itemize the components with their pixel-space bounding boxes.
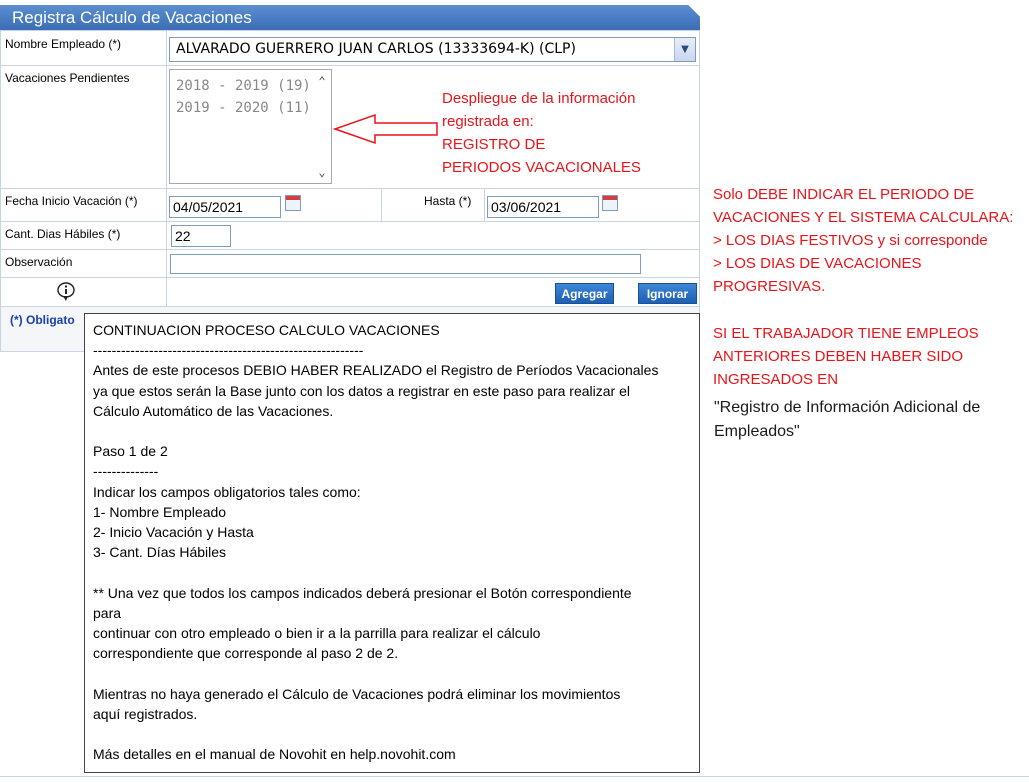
annotation-line: PERIODOS VACACIONALES — [442, 159, 641, 176]
annotation-line: INGRESADOS EN — [713, 371, 839, 388]
employee-label: Nombre Empleado (*) — [5, 37, 122, 51]
annotation-line: Despliegue de la información — [442, 90, 636, 107]
annotation-line: "Registro de Información Adicional de — [714, 399, 981, 416]
arrow-left-icon — [333, 113, 439, 145]
annotation-line: > LOS DIAS FESTIVOS y si corresponde — [713, 232, 988, 249]
arrow-annotation — [442, 87, 641, 179]
buttons-cell — [166, 277, 700, 307]
observation-input[interactable] — [170, 254, 641, 274]
annotation-line: > LOS DIAS DE VACACIONES — [713, 255, 922, 272]
annotation-line: Empleados" — [714, 423, 800, 440]
employee-select[interactable] — [169, 37, 696, 62]
annotation-line: ANTERIORES DEBEN HABER SIDO — [713, 348, 964, 365]
annotation-line: VACACIONES Y EL SISTEMA CALCULARA: — [713, 209, 1014, 226]
days-input[interactable]: 22 — [171, 225, 231, 247]
until-label: Hasta (*) — [424, 194, 472, 208]
pending-listbox[interactable] — [169, 69, 332, 184]
calendar-icon[interactable] — [602, 195, 618, 211]
info-bubble-icon[interactable] — [56, 282, 76, 302]
days-label: Cant. Dias Hábiles (*) — [5, 227, 121, 241]
collapse-corner-icon[interactable] — [688, 5, 700, 17]
side-quote — [714, 396, 980, 444]
ignore-button[interactable]: Ignorar — [638, 283, 697, 304]
end-date-input[interactable]: 03/06/2021 — [487, 196, 599, 218]
pending-label: Vacaciones Pendientes — [5, 71, 130, 85]
scroll-down-icon[interactable]: ⌄ — [318, 165, 326, 179]
side-annotation-2 — [713, 322, 979, 391]
help-tooltip: CONTINUACION PROCESO CALCULO VACACIONES ---------------------------------------------------------- Antes de este procesos DEBIO HABER REALIZADO el Registro de Períodos Vacacionales ya que estos serán la Base junto con los datos a registrar en este paso para realizar el Cálculo Automático de las Vacaciones. Paso 1 de 2 -------------- Indicar los campos obligatorios tales como: 1- Nombre Empleado 2- Inicio Vacación y Hasta 3- Cant. Días Hábiles ** Una vez que todos los campos indicados deberá presionar el Botón correspondiente para continuar con otro empleado o bien ir a la parrilla para realizar el cálculo correspondiente que corresponde al paso 2 de 2. Mientras no haya generado el Cálculo de Vacaciones podrá eliminar los movimientos aquí registrados. Más detalles en el manual de Novohit en help.novohit.com — [84, 313, 700, 773]
add-button[interactable]: Agregar — [555, 283, 614, 304]
scroll-up-icon[interactable]: ⌃ — [318, 74, 326, 88]
annotation-line: REGISTRO DE — [442, 136, 546, 153]
annotation-line: PROGRESIVAS. — [713, 278, 826, 295]
start-date-input[interactable]: 04/05/2021 — [169, 196, 281, 218]
help-icon-cell — [0, 277, 167, 307]
days-value-cell — [166, 221, 700, 250]
annotation-line: registrada en: — [442, 113, 534, 130]
obs-label: Observación — [5, 255, 73, 269]
employee-select-value: ALVARADO GUERRERO JUAN CARLOS (13333694-K) (CLP) — [176, 41, 576, 57]
required-note: (*) Obligato — [10, 313, 75, 327]
list-item[interactable]: 2019 - 2020 (11) — [176, 100, 311, 116]
panel-title — [0, 5, 700, 30]
annotation-line: SI EL TRABAJADOR TIENE EMPLEOS — [713, 325, 979, 342]
chevron-down-icon[interactable]: ▼ — [674, 38, 695, 61]
panel-title-text: Registra Cálculo de Vacaciones — [12, 8, 252, 27]
annotation-line: Solo DEBE INDICAR EL PERIODO DE — [713, 186, 975, 203]
bottom-divider — [0, 776, 1029, 777]
calendar-icon[interactable] — [285, 195, 301, 211]
side-annotation — [713, 183, 1013, 298]
start-label: Fecha Inicio Vacación (*) — [5, 194, 138, 208]
list-item[interactable]: 2018 - 2019 (19) — [176, 78, 311, 94]
